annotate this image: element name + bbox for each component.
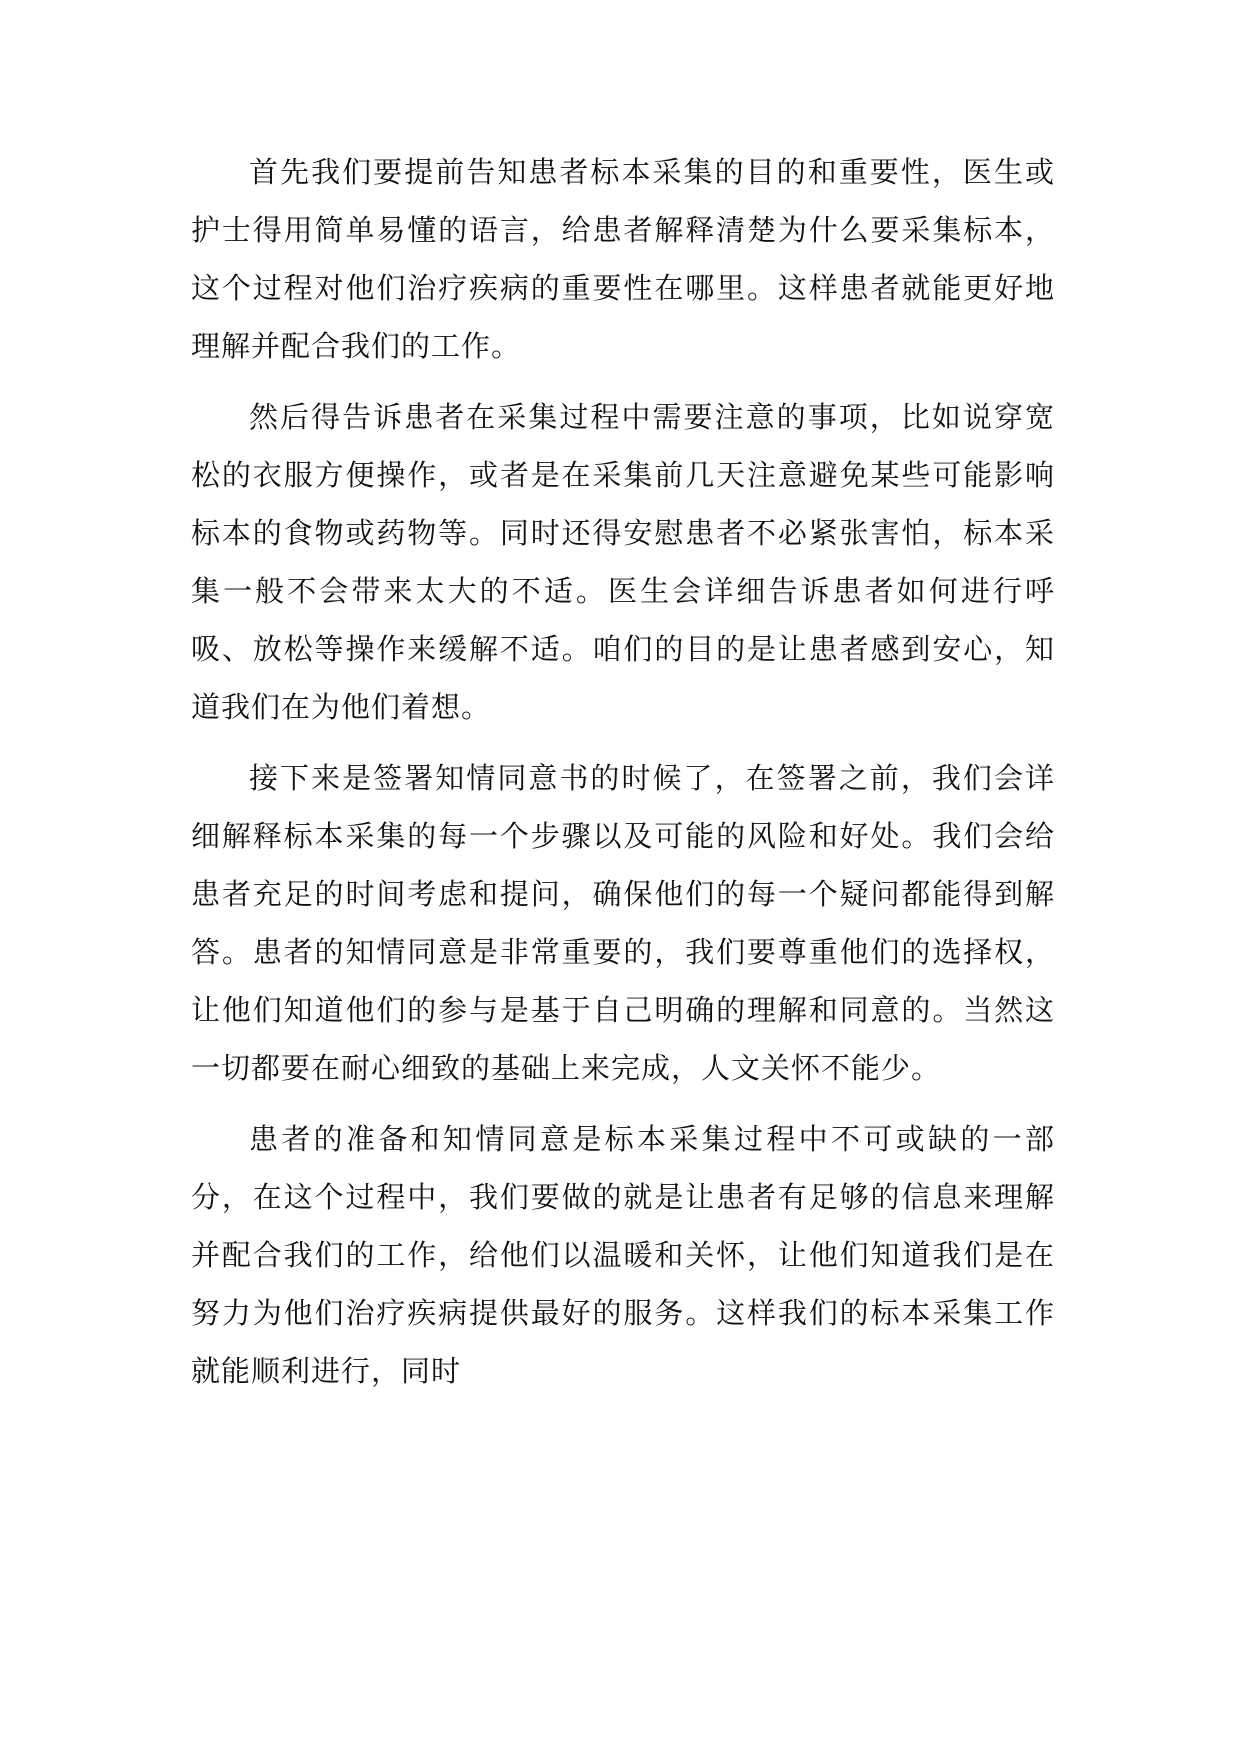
paragraph-4: 患者的准备和知情同意是标本采集过程中不可或缺的一部分，在这个过程中，我们要做的就是让患者有足够的信息来理解并配合我们的工作，给他们以温暖和关怀，让他们知道我们是在努力为他们治疗疾病提供最好的服务。这样我们的标本采集工作就能顺利进行，同时 [191,1122,1055,1388]
document-body [191,143,1055,1413]
paragraph-2: 然后得告诉患者在采集过程中需要注意的事项，比如说穿宽松的衣服方便操作，或者是在采集前几天注意避免某些可能影响标本的食物或药物等。同时还得安慰患者不必紧张害怕，标本采集一般不会带来太大的不适。医生会详细告诉患者如何进行呼吸、放松等操作来缓解不适。咱们的目的是让患者感到安心，知道我们在为他们着想。 [191,400,1055,724]
paragraph-3: 接下来是签署知情同意书的时候了，在签署之前，我们会详细解释标本采集的每一个步骤以及可能的风险和好处。我们会给患者充足的时间考虑和提问，确保他们的每一个疑问都能得到解答。患者的知情同意是非常重要的，我们要尊重他们的选择权，让他们知道他们的参与是基于自己明确的理解和同意的。当然这一切都要在耐心细致的基础上来完成，人文关怀不能少。 [191,761,1055,1085]
paragraph-1: 首先我们要提前告知患者标本采集的目的和重要性，医生或护士得用简单易懂的语言，给患者解释清楚为什么要采集标本，这个过程对他们治疗疾病的重要性在哪里。这样患者就能更好地理解并配合我们的工作。 [191,155,1055,363]
